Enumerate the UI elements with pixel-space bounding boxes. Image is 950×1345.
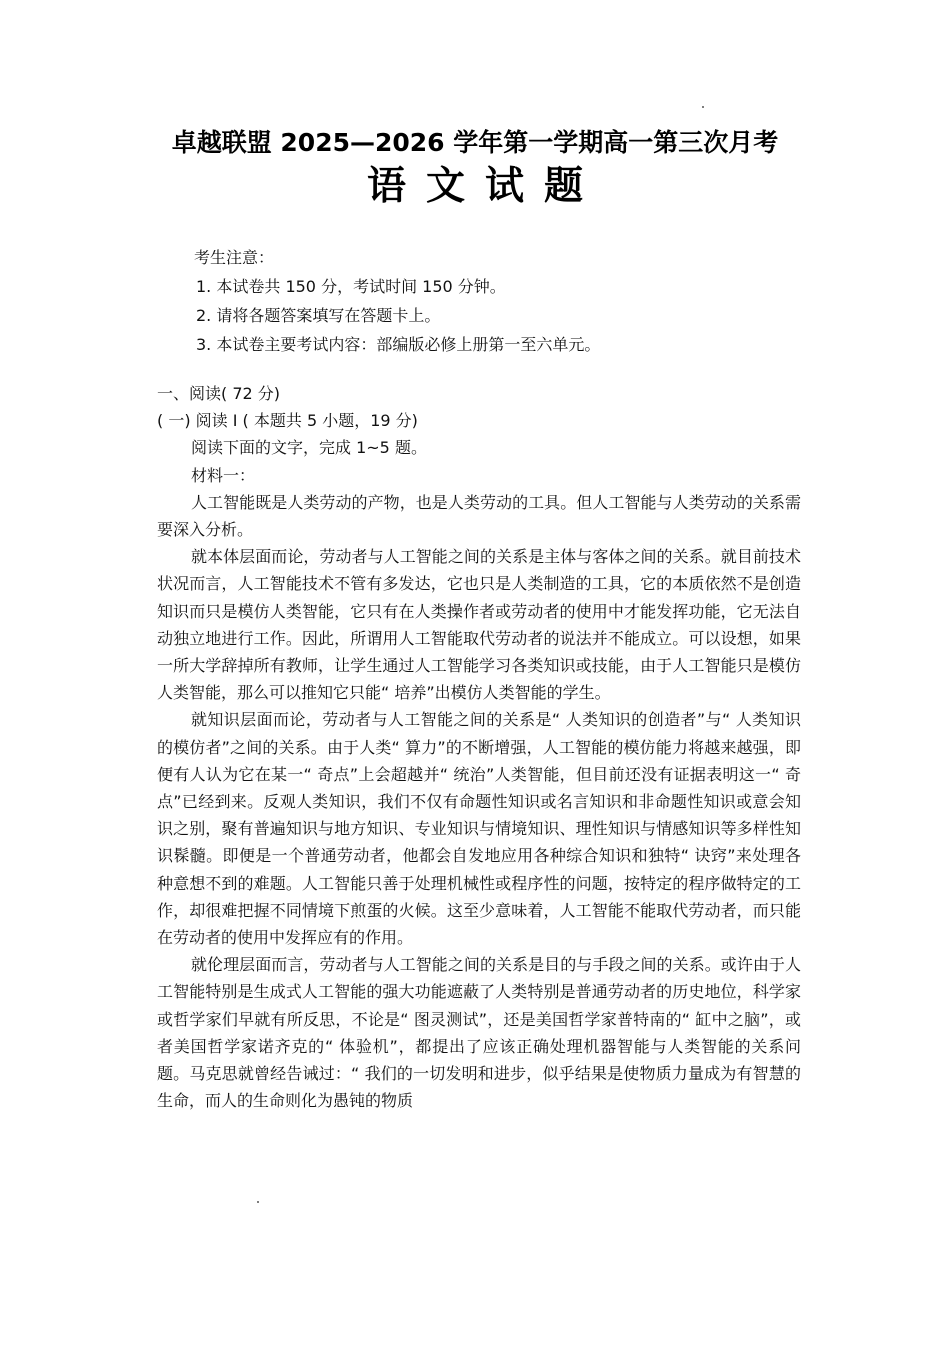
notice-item: 2. 请将各题答案填写在答题卡上。: [196, 306, 441, 325]
passage-paragraph: 人工智能既是人类劳动的产物，也是人类劳动的工具。但人工智能与人类劳动的关系需要深入分析。: [157, 492, 801, 540]
reading-section: [157, 380, 801, 1114]
section-heading: 一、阅读( 72 分): [157, 384, 281, 403]
exam-title: 卓越联盟 2025—2026 学年第一学期高一第三次月考: [171, 128, 779, 157]
subsection-heading: ( 一) 阅读 I ( 本题共 5 小题，19 分): [157, 411, 418, 431]
passage-paragraph: 就本体层面而论，劳动者与人工智能之间的关系是主体与客体之间的关系。就目前技术状况而言，人工智能技术不管有多发达，它也只是人类制造的工具，它的本质依然不是创造知识而只是模仿人类智能，它只有在人类操作者或劳动者的使用中才能发挥功能，它无法自动独立地进行工作。因此，所谓用人工智能取代劳动者的说法并不能成立。可以设想，如果一所大学辞掉所有教师，让学生通过人工智能学习各类知识或技能，由于人工智能只是模仿人类智能，那么可以推知它只能“ 培养”出模仿人类智能的学生。: [157, 547, 801, 703]
passage-paragraph: 就伦理层面而言，劳动者与人工智能之间的关系是目的与手段之间的关系。或许由于人工智能特别是生成式人工智能的强大功能遮蔽了人类特别是普通劳动者的历史地位，科学家或哲学家们早就有所反思，不论是“ 图灵测试”，还是美国哲学家普特南的“ 缸中之脑”，或者美国哲学家诺齐克的“ 体验机”，都提出了应该正确处理机器智能与人类智能的关系问题。马克思就曾经告诫过：“ 我们的一切发明和进步，似乎结果是使物质力量成为有智慧的生命，而人的生命则化为愚钝的物质: [157, 955, 801, 1111]
exam-subject-title: 语文试题: [366, 164, 603, 209]
material-label: 材料一：: [191, 465, 256, 485]
candidate-notice: [194, 243, 600, 359]
notice-heading: 考生注意：: [194, 248, 275, 267]
scan-dot: [702, 106, 704, 108]
scan-dot: [257, 1201, 259, 1203]
notice-item: 1. 本试卷共 150 分，考试时间 150 分钟。: [196, 277, 506, 296]
passage-paragraph: 就知识层面而论，劳动者与人工智能之间的关系是“ 人类知识的创造者”与“ 人类知识的模仿者”之间的关系。由于人类“ 算力”的不断增强，人工智能的模仿能力将越来越强，即便有人认为它在某一“ 奇点”上会超越并“ 统治”人类智能，但目前还没有证据表明这一“ 奇点”已经到来。反观人类知识，我们不仅有命题性知识或名言知识和非命题性知识或意会知识之别，聚有普遍知识与地方知识、专业知识与情境知识、理性知识与情感知识等多样性知识髹髓。即便是一个普通劳动者，他都会自发地应用各种综合知识和独特“ 诀窍”来处理各种意想不到的难题。人工智能只善于处理机械性或程序性的问题，按特定的程序做特定的工作，却很难把握不同情境下煎蛋的火候。这至少意味着，人工智能不能取代劳动者，而只能在劳动者的使用中发挥应有的作用。: [157, 710, 801, 948]
reading-instruction: 阅读下面的文字，完成 1~5 题。: [191, 438, 427, 458]
notice-item: 3. 本试卷主要考试内容：部编版必修上册第一至六单元。: [196, 335, 601, 354]
